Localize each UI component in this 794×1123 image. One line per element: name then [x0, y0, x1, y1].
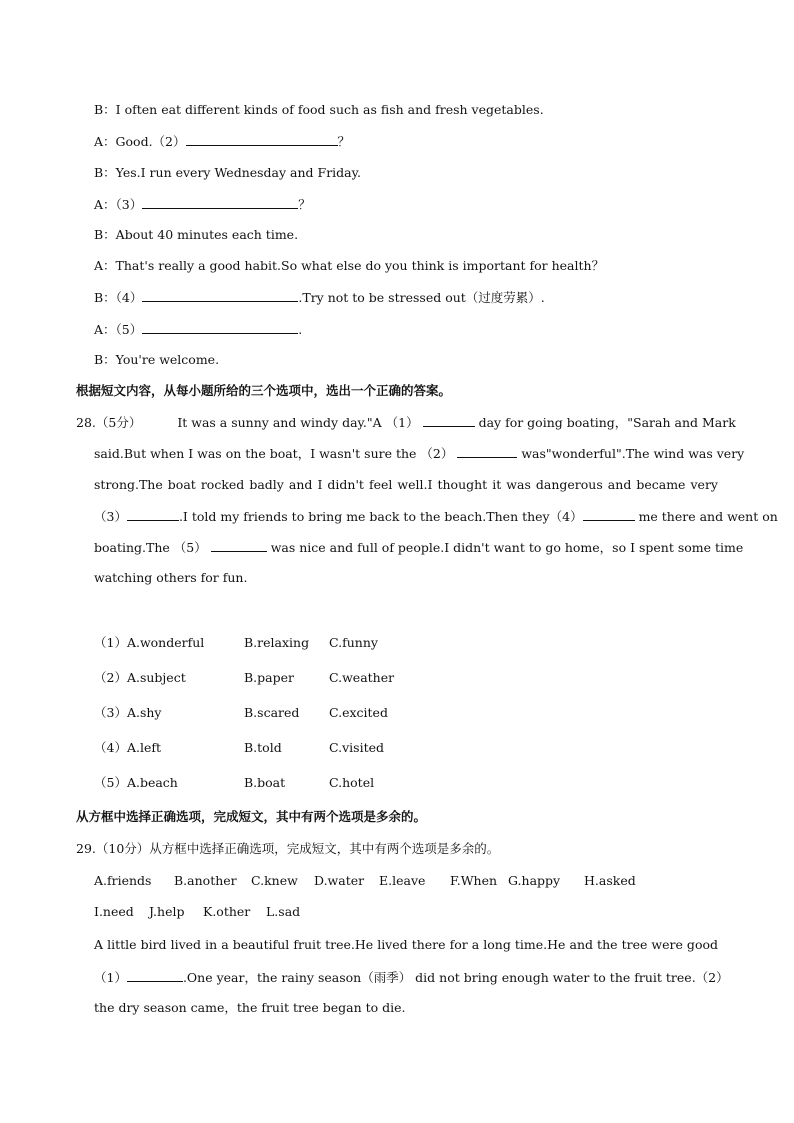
- q29-line1: A little bird lived in a beautiful fruit tree.He lived there for a long time.He and the tree were good: [94, 937, 718, 952]
- option-3-c[interactable]: C.excited: [329, 705, 388, 720]
- dialogue-line-a2: [94, 132, 350, 151]
- dialogue-text: A：Good.（2）: [94, 134, 186, 149]
- section-heading-word-bank: 从方框中选择正确选项，完成短文，其中有两个选项是多余的。: [76, 809, 427, 824]
- dialogue-line-a5: [94, 320, 302, 339]
- choice-g[interactable]: G.happy: [508, 873, 561, 888]
- passage-blank-1[interactable]: [423, 413, 475, 427]
- dialogue-text: A：（3）: [94, 197, 143, 212]
- option-1-b[interactable]: B.relaxing: [244, 635, 310, 650]
- option-4-c[interactable]: C.visited: [329, 740, 384, 755]
- option-4-a[interactable]: （4）A.left: [94, 740, 161, 755]
- dialogue-line-a4: A：That's really a good habit.So what else do you think is important for health？: [94, 258, 605, 273]
- q29-line2: [94, 968, 729, 987]
- q28-line3: strong.The boat rocked badly and I didn't feel well.I thought it was dangerous and became very: [94, 477, 718, 492]
- dialogue-line-b4: [94, 288, 545, 307]
- option-2-c[interactable]: C.weather: [329, 670, 395, 685]
- question-number: 28.（5分）: [76, 415, 142, 430]
- q28-line6: watching others for fun.: [94, 570, 248, 585]
- passage-text: day for going boating，"Sarah and Mark: [478, 415, 736, 430]
- passage-text: said.But when I was on the boat，I wasn't sure the （2）: [94, 446, 454, 461]
- dialogue-text: B：（4）: [94, 290, 143, 305]
- question-mark: ？: [337, 134, 351, 149]
- choice-f[interactable]: F.When: [450, 873, 498, 888]
- choice-a[interactable]: A.friends: [94, 873, 152, 888]
- q29-line3: the dry season came，the fruit tree began to die.: [94, 1000, 406, 1015]
- passage-text: （3）: [94, 509, 127, 524]
- option-1-a[interactable]: （1）A.wonderful: [94, 635, 205, 650]
- q28-line2: [94, 444, 745, 463]
- choice-d[interactable]: D.water: [314, 873, 365, 888]
- answer-blank-2[interactable]: [186, 132, 338, 146]
- choice-e[interactable]: E.leave: [379, 873, 426, 888]
- option-3-b[interactable]: B.scared: [244, 705, 300, 720]
- dialogue-text: A：（5）: [94, 322, 143, 337]
- option-5-a[interactable]: （5）A.beach: [94, 775, 178, 790]
- dialogue-line-b5: B：You're welcome.: [94, 352, 220, 367]
- passage-text: （1）: [94, 970, 127, 985]
- passage-blank-4[interactable]: [583, 507, 635, 521]
- answer-blank-4[interactable]: [142, 288, 298, 302]
- passage-blank-3[interactable]: [127, 507, 179, 521]
- option-3-a[interactable]: （3）A.shy: [94, 705, 162, 720]
- passage-blank-5[interactable]: [211, 538, 267, 552]
- passage-text: .One year，the rainy season（雨季） did not bring enough water to the fruit tree.（2）: [182, 970, 729, 985]
- choice-l[interactable]: L.sad: [266, 904, 301, 919]
- q28-line5: [94, 538, 744, 557]
- q28-line1: [76, 413, 736, 432]
- choice-j[interactable]: J.help: [149, 904, 185, 919]
- choice-i[interactable]: I.need: [94, 904, 134, 919]
- dialogue-line-b2: B：Yes.I run every Wednesday and Friday.: [94, 165, 361, 180]
- option-2-b[interactable]: B.paper: [244, 670, 294, 685]
- question-mark: ？: [298, 197, 311, 212]
- q29-title: 29.（10分）从方框中选择正确选项，完成短文，其中有两个选项是多余的。: [76, 841, 500, 856]
- choice-b[interactable]: B.another: [174, 873, 237, 888]
- choice-k[interactable]: K.other: [203, 904, 251, 919]
- passage-blank-2[interactable]: [457, 444, 517, 458]
- option-1-c[interactable]: C.funny: [329, 635, 378, 650]
- option-2-a[interactable]: （2）A.subject: [94, 670, 186, 685]
- passage-text: It was a sunny and windy day."A （1）: [177, 415, 419, 430]
- option-5-b[interactable]: B.boat: [244, 775, 286, 790]
- answer-blank-3[interactable]: [142, 195, 298, 209]
- passage-text: .I told my friends to bring me back to the beach.Then they（4）: [178, 509, 583, 524]
- dialogue-line-b1: B：I often eat different kinds of food such as fish and fresh vegetables.: [94, 102, 544, 117]
- q28-line4: [94, 507, 778, 526]
- option-4-b[interactable]: B.told: [244, 740, 282, 755]
- dialogue-line-b3: B：About 40 minutes each time.: [94, 227, 299, 242]
- dialogue-line-a3: [94, 195, 311, 214]
- passage-text: boating.The （5）: [94, 540, 207, 555]
- dialogue-text: .Try not to be stressed out（过度劳累）.: [298, 290, 545, 305]
- option-5-c[interactable]: C.hotel: [329, 775, 375, 790]
- choice-c[interactable]: C.knew: [251, 873, 298, 888]
- period: .: [298, 322, 303, 337]
- choice-h[interactable]: H.asked: [584, 873, 636, 888]
- passage-text: me there and went on: [638, 509, 778, 524]
- section-heading-reading: 根据短文内容，从每小题所给的三个选项中，选出一个正确的答案。: [76, 383, 452, 398]
- passage-text: was nice and full of people.I didn't want to go home，so I spent some time: [270, 540, 744, 555]
- word-bank-blank-1[interactable]: [127, 968, 183, 982]
- answer-blank-5[interactable]: [142, 320, 298, 334]
- passage-text: was"wonderful".The wind was very: [521, 446, 745, 461]
